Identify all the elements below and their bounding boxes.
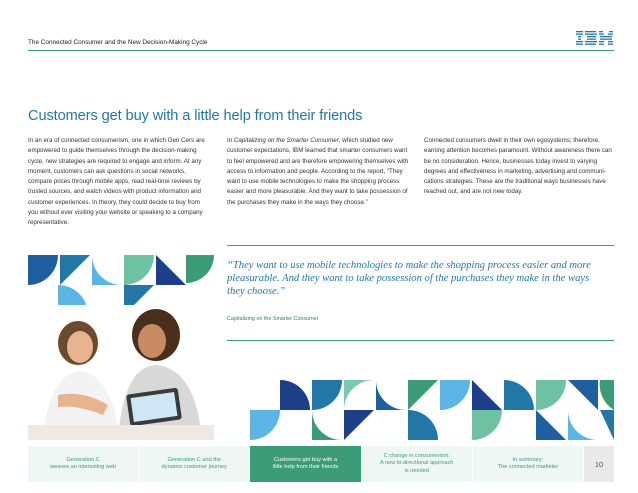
nav-item-customer-journey[interactable] [139,446,250,482]
page-number: 10 [584,446,614,482]
body-column-2 [227,136,412,208]
section-navigation [28,446,614,482]
document-title: The Connected Consumer and the New Decision-Making Cycle [28,39,208,46]
nav-label: Customers get buy with a little help from their friends [272,456,339,470]
nav-item-help-from-friends[interactable] [250,446,361,482]
nav-label: Generation C weaves an interesting web [50,456,117,470]
photo-two-women-with-tablet [28,305,214,440]
pull-quote: “They want to use mobile technologies to make the shopping process easier and more pleasurable. And they want to take possession of the purchases they make in the ways they choose.” [227,260,591,297]
header-rule [28,50,614,51]
quote-rule-bottom [227,340,614,341]
nav-item-generation-c-web[interactable] [28,446,139,482]
page-header [28,30,614,52]
nav-label: C change in consumerism: A new bi-directional approach is needed [380,452,454,474]
nav-item-summary[interactable] [473,446,584,482]
body-column-3: Connected consumers dwell in their own egosystems; therefore, earning attention becomes paramount. Without awareness there can be no consideration. Hence, businesses today invest to varying degrees and effectiveness in marketing, advertising and communi-cations strategies. These are the traditional ways businesses have reached out, and are not new today. [424,137,612,196]
quote-rule-top [227,245,614,246]
nav-label: Generation C and the dynamic customer journey [161,456,227,470]
nav-item-c-change[interactable] [362,446,473,482]
col2-text-pre: In [227,137,234,144]
col2-text-post: , which studied new customer expectations, IBM learned that smarter consumers want to feel empowered and are therefore empowering themselves with access to information and people. According to the report, “They want to use mobile technologies to make the shopping process easier and more pleasurable. And they want to take possession of the purchases they make in the ways they choose.” [227,137,409,206]
report-title-italic: Capitalizing on the Smarter Consumer [233,137,339,144]
nav-label: In summary: The connected marketer [497,456,559,470]
section-headline: Customers get buy with a little help from their friends [28,108,363,124]
ibm-logo [576,30,614,47]
pull-quote-source: Capitalizing on the Smarter Consumer [227,316,319,322]
body-column-1: In an era of connected consumerism, one in which Gen Cers are empowered to guide themselves through the decision-making cycle, new strategies are required to engage and inform. At any moment, customers can ask questions in social networks, compare prices through mobile apps, read real-time reviews by trusted sources, and watch videos with product information and customer experiences. In theory, they could decide to buy from you without ever visiting your website or speaking to a company representative. [28,137,205,227]
